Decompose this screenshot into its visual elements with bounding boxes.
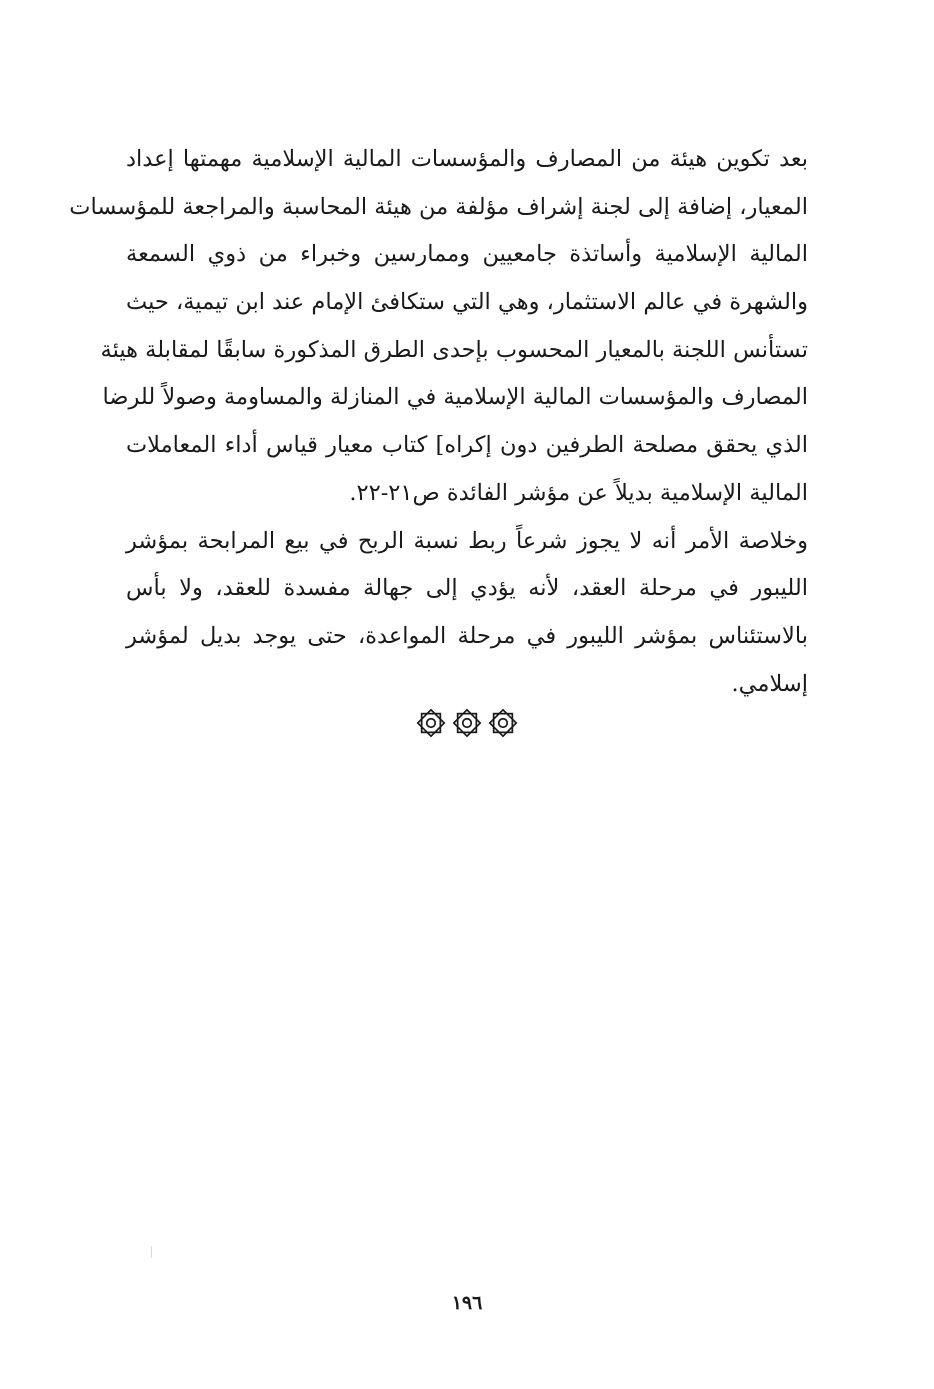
section-end-ornament — [0, 706, 934, 740]
text-line: والشهرة في عالم الاستثمار، وهي التي ستكافئ الإمام عند ابن تيمية، حيث — [126, 289, 808, 316]
paragraph-2 — [126, 518, 808, 709]
eight-point-star-icon — [486, 706, 520, 740]
text-line: الذي يحقق مصلحة الطرفين دون إكراه] كتاب معيار قياس أداء المعاملات — [126, 432, 808, 459]
text-line: المصارف والمؤسسات المالية الإسلامية في المنازلة والمساومة وصولاً للرضا — [102, 384, 808, 411]
text-line: المالية الإسلامية وأساتذة جامعيين وممارسين وخبراء من ذوي السمعة — [126, 241, 808, 268]
paragraph-1 — [69, 136, 808, 518]
text-line: الليبور في مرحلة العقد، لأنه يؤدي إلى جهالة مفسدة للعقد، ولا بأس — [126, 575, 808, 602]
text-line: المالية الإسلامية بديلاً عن مؤشر الفائدة ص٢١-٢٢. — [349, 479, 808, 506]
page-number: ١٩٦ — [451, 1292, 483, 1314]
text-line: تستأنس اللجنة بالمعيار المحسوب بإحدى الطرق المذكورة سابقًا لمقابلة هيئة — [100, 336, 808, 363]
eight-point-star-icon — [450, 706, 484, 740]
text-line: بعد تكوين هيئة من المصارف والمؤسسات المالية الإسلامية مهمتها إعداد — [126, 146, 808, 172]
text-line: المعيار، إضافة إلى لجنة إشراف مؤلفة من هيئة المحاسبة والمراجعة للمؤسسات — [69, 193, 808, 220]
text-line: بالاستئناس بمؤشر الليبور في مرحلة المواعدة، حتى يوجد بديل لمؤشر — [126, 622, 808, 649]
eight-point-star-icon — [414, 706, 448, 740]
text-line: وخلاصة الأمر أنه لا يجوز شرعاً ربط نسبة الربح في بيع المرابحة بمؤشر — [126, 527, 808, 554]
body-text — [69, 136, 808, 708]
scan-margin-mark — [151, 1246, 152, 1258]
text-line: إسلامي. — [731, 670, 808, 697]
